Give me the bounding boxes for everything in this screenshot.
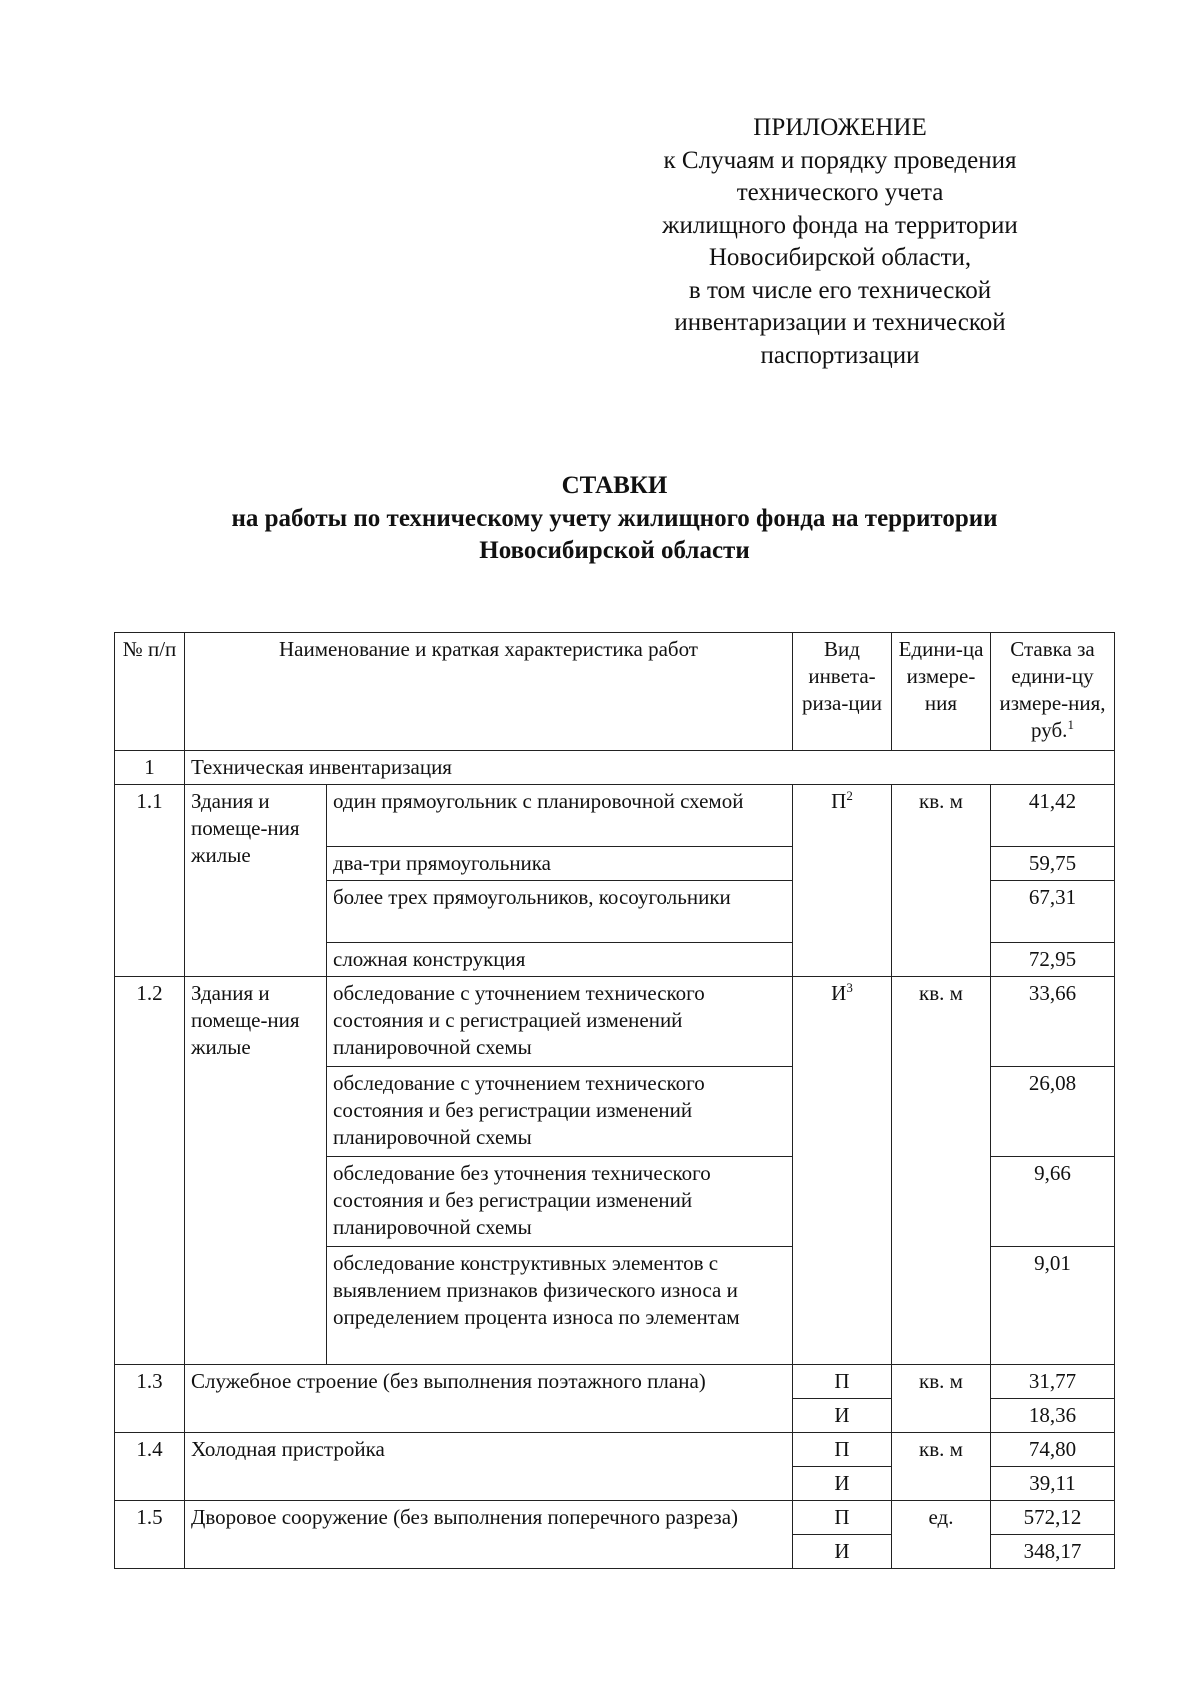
row-desc: более трех прямоугольников, косоугольники [327, 881, 793, 943]
row-desc: обследование без уточнения технического состояния и без регистрации изменений планировочной схемы [327, 1157, 793, 1247]
row-desc: обследование конструктивных элементов с выявлением признаков физического износа и определением процента износа по элементам [327, 1247, 793, 1365]
row-rate: 74,80 [991, 1433, 1115, 1467]
row-name: Холодная пристройка [185, 1433, 793, 1501]
table-row [115, 785, 1115, 847]
row-rate: 59,75 [991, 847, 1115, 881]
row-num: 1.2 [115, 977, 185, 1365]
header-type: Вид инвета-риза-ции [793, 633, 892, 751]
appendix-block [620, 112, 1060, 372]
appendix-line: к Случаям и порядку проведения [663, 146, 1017, 174]
row-num: 1.4 [115, 1433, 185, 1501]
row-rate: 572,12 [991, 1501, 1115, 1535]
row-unit: ед. [892, 1501, 991, 1569]
section-row [115, 751, 1115, 785]
row-desc: два-три прямоугольника [327, 847, 793, 881]
table-row [115, 1433, 1115, 1467]
appendix-line: ПРИЛОЖЕНИЕ [753, 114, 927, 141]
row-unit: кв. м [892, 1433, 991, 1501]
appendix-line: жилищного фонда на территории [662, 211, 1018, 239]
row-desc: один прямоугольник с планировочной схемой [327, 785, 793, 847]
row-rate: 26,08 [991, 1067, 1115, 1157]
row-rate: 31,77 [991, 1365, 1115, 1399]
title-line-1: СТАВКИ [561, 472, 668, 499]
row-num: 1.5 [115, 1501, 185, 1569]
row-name: Здания и помеще-ния жилые [185, 785, 327, 977]
rates-table [114, 632, 1115, 1569]
row-rate: 72,95 [991, 943, 1115, 977]
row-rate: 33,66 [991, 977, 1115, 1067]
header-unit: Едини-ца измере-ния [892, 633, 991, 751]
row-rate: 9,66 [991, 1157, 1115, 1247]
row-unit: кв. м [892, 785, 991, 977]
row-type: П [793, 1365, 892, 1399]
row-desc: сложная конструкция [327, 943, 793, 977]
row-type: П [793, 1433, 892, 1467]
table-row [115, 977, 1115, 1067]
row-rate: 41,42 [991, 785, 1115, 847]
row-name: Служебное строение (без выполнения поэтажного плана) [185, 1365, 793, 1433]
table-row [115, 1501, 1115, 1535]
row-name: Дворовое сооружение (без выполнения поперечного разреза) [185, 1501, 793, 1569]
row-rate: 9,01 [991, 1247, 1115, 1365]
appendix-line: технического учета [736, 179, 944, 206]
row-type: И [793, 1399, 892, 1433]
title-line-3: Новосибирской области [479, 537, 750, 564]
row-type: $П^2$ [793, 785, 892, 977]
section-title: Техническая инвентаризация [185, 751, 1115, 785]
row-type: П [793, 1501, 892, 1535]
appendix-line: инвентаризации и технической [674, 309, 1006, 336]
row-type: И [793, 1467, 892, 1501]
row-num: 1.1 [115, 785, 185, 977]
appendix-line: паспортизации [760, 341, 920, 369]
row-desc: обследование с уточнением технического состояния и с регистрацией изменений планировочной схемы [327, 977, 793, 1067]
row-type: $И^3$ [793, 977, 892, 1365]
row-rate: 348,17 [991, 1535, 1115, 1569]
header-num: № п/п [115, 633, 185, 751]
title-line-2: на работы по техническому учету жилищного фонда на территории [231, 504, 998, 532]
row-num: 1 [115, 751, 185, 785]
document-title [0, 470, 1200, 568]
header-rate: Ставка за едини-цу измере-ния, руб.$^1$ [991, 633, 1115, 751]
row-type: И [793, 1535, 892, 1569]
row-rate: 39,11 [991, 1467, 1115, 1501]
row-rate: 67,31 [991, 881, 1115, 943]
row-num: 1.3 [115, 1365, 185, 1433]
appendix-line: в том числе его технической [688, 276, 992, 304]
appendix-line: Новосибирской области, [708, 244, 972, 271]
header-name: Наименование и краткая характеристика работ [185, 633, 793, 751]
row-unit: кв. м [892, 977, 991, 1365]
table-row [115, 1365, 1115, 1399]
row-name: Здания и помеще-ния жилые [185, 977, 327, 1365]
row-desc: обследование с уточнением технического состояния и без регистрации изменений планировочной схемы [327, 1067, 793, 1157]
table-header-row [115, 633, 1115, 751]
row-rate: 18,36 [991, 1399, 1115, 1433]
row-unit: кв. м [892, 1365, 991, 1433]
